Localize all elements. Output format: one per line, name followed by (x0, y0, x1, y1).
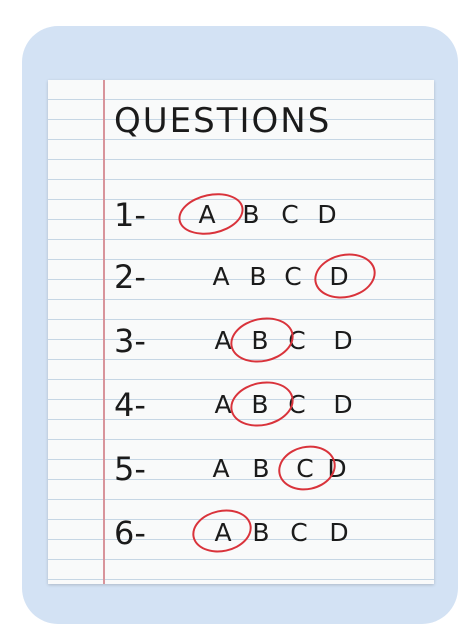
question-row (114, 258, 424, 298)
option-d: D (333, 390, 353, 419)
answer-circle (188, 504, 255, 558)
option-a: A (214, 518, 232, 547)
option-a: A (212, 454, 230, 483)
option-b: B (252, 518, 270, 547)
answer-circle (175, 188, 248, 241)
answer-circle (226, 312, 298, 368)
option-b: B (249, 262, 267, 291)
option-d: D (329, 518, 349, 547)
option-a: A (214, 390, 232, 419)
option-c: C (296, 454, 314, 483)
answer-circle (310, 248, 380, 304)
option-c: C (281, 200, 299, 229)
question-row (114, 322, 424, 362)
option-a: A (214, 326, 232, 355)
question-number: 4- (114, 386, 146, 424)
question-number: 2- (114, 258, 146, 296)
question-row (114, 514, 424, 554)
option-c: C (288, 326, 306, 355)
option-a: A (212, 262, 230, 291)
page-title: QUESTIONS (114, 101, 332, 141)
margin-line (103, 80, 105, 584)
option-d: D (333, 326, 353, 355)
answer-circle (274, 440, 340, 495)
option-b: B (251, 390, 269, 419)
question-row (114, 386, 424, 426)
question-number: 5- (114, 450, 146, 488)
option-d: D (317, 200, 337, 229)
option-d: D (329, 262, 349, 291)
question-row (114, 196, 424, 236)
option-c: C (284, 262, 302, 291)
option-c: C (288, 390, 306, 419)
question-number: 1- (114, 196, 146, 234)
option-a: A (198, 200, 216, 229)
option-c: C (290, 518, 308, 547)
option-b: B (251, 326, 269, 355)
question-row (114, 450, 424, 490)
option-b: B (242, 200, 260, 229)
answer-circle (226, 376, 298, 432)
option-b: B (252, 454, 270, 483)
question-number: 3- (114, 322, 146, 360)
question-number: 6- (114, 514, 146, 552)
option-d: D (327, 454, 347, 483)
notebook-page (48, 80, 434, 584)
